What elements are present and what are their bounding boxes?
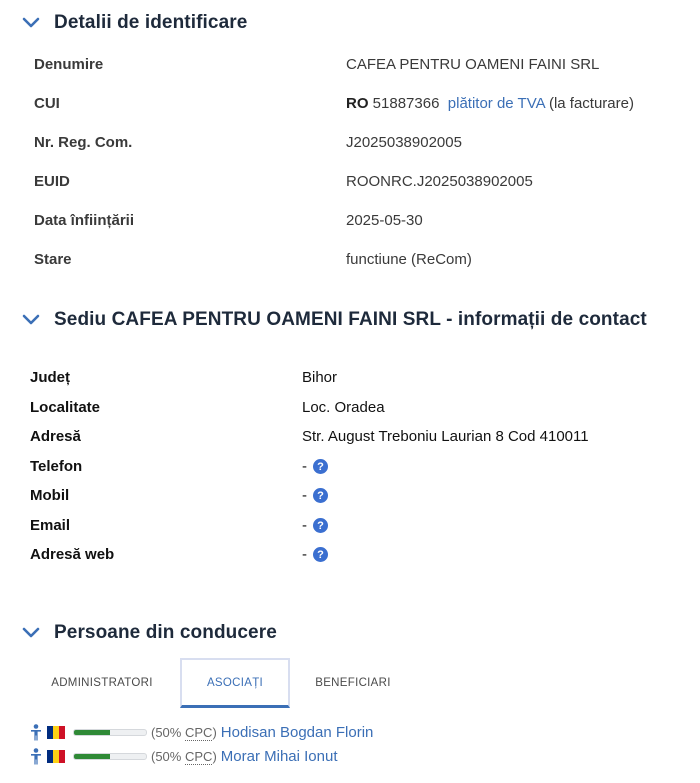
value-denumire: CAFEA PENTRU OAMENI FAINI SRL <box>346 56 600 73</box>
chevron-down-icon[interactable] <box>22 627 40 639</box>
value-mobil: - ? <box>302 487 328 504</box>
tab-beneficiari[interactable]: BENEFICIARI <box>315 677 391 689</box>
value-adresa: Str. August Treboniu Laurian 8 Cod 410011 <box>302 428 589 445</box>
management-tabs <box>32 658 408 708</box>
label-data-infiintarii: Data înființării <box>34 212 135 229</box>
list-item <box>30 722 373 742</box>
romania-flag-icon <box>47 726 65 739</box>
value-localitate: Loc. Oradea <box>302 399 385 416</box>
label-denumire: Denumire <box>34 56 104 73</box>
label-adresa: Adresă <box>30 428 81 445</box>
share-bar <box>73 753 147 760</box>
share-percent: (50% CPC) <box>151 748 217 764</box>
associate-name-link[interactable]: Hodisan Bogdan Florin <box>220 723 374 741</box>
label-localitate: Localitate <box>30 399 101 416</box>
section-title: Detalii de identificare <box>54 12 248 33</box>
label-stare: Stare <box>34 251 72 268</box>
tab-asociati[interactable]: ASOCIAȚI <box>180 658 290 708</box>
chevron-down-icon[interactable] <box>22 314 40 326</box>
help-icon[interactable]: ? <box>313 518 328 533</box>
identification-header[interactable] <box>22 12 247 34</box>
romania-flag-icon <box>47 750 65 763</box>
cui-number: 51887366 <box>372 95 440 112</box>
value-telefon: - ? <box>302 458 328 475</box>
value-reg-com: J2025038902005 <box>346 134 462 151</box>
help-icon[interactable]: ? <box>313 459 328 474</box>
help-icon[interactable]: ? <box>313 488 328 503</box>
label-cui: CUI <box>34 95 60 112</box>
chevron-down-icon[interactable] <box>22 17 40 29</box>
value-judet: Bihor <box>302 369 338 386</box>
share-percent: (50% CPC) <box>151 724 217 740</box>
cui-prefix: RO <box>346 95 369 112</box>
value-cui <box>346 95 634 112</box>
label-judet: Județ <box>30 369 71 386</box>
person-icon <box>30 748 42 765</box>
label-reg-com: Nr. Reg. Com. <box>34 134 133 151</box>
share-bar <box>73 729 147 736</box>
person-icon <box>30 724 42 741</box>
section-title: Persoane din conducere <box>54 622 277 643</box>
section-title: Sediu CAFEA PENTRU OAMENI FAINI SRL - informații de contact <box>54 309 647 330</box>
value-euid: ROONRC.J2025038902005 <box>346 173 533 190</box>
value-adresa-web: - ? <box>302 546 328 563</box>
management-header[interactable] <box>22 622 277 644</box>
value-data-infiintarii: 2025-05-30 <box>346 212 423 229</box>
share-bar-fill <box>74 754 110 759</box>
label-email: Email <box>30 517 71 534</box>
label-telefon: Telefon <box>30 458 83 475</box>
tab-administratori[interactable]: ADMINISTRATORI <box>51 677 153 689</box>
help-icon[interactable]: ? <box>313 547 328 562</box>
vat-suffix: (la facturare) <box>548 95 634 112</box>
label-euid: EUID <box>34 173 70 190</box>
share-bar-fill <box>74 730 110 735</box>
value-stare: functiune (ReCom) <box>346 251 472 268</box>
label-adresa-web: Adresă web <box>30 546 115 563</box>
headquarters-header[interactable] <box>22 309 647 331</box>
vat-payer-link[interactable]: plătitor de TVA <box>447 95 545 112</box>
associate-name-link[interactable]: Morar Mihai Ionut <box>220 747 338 765</box>
list-item <box>30 746 338 766</box>
value-email: - ? <box>302 517 328 534</box>
label-mobil: Mobil <box>30 487 70 504</box>
